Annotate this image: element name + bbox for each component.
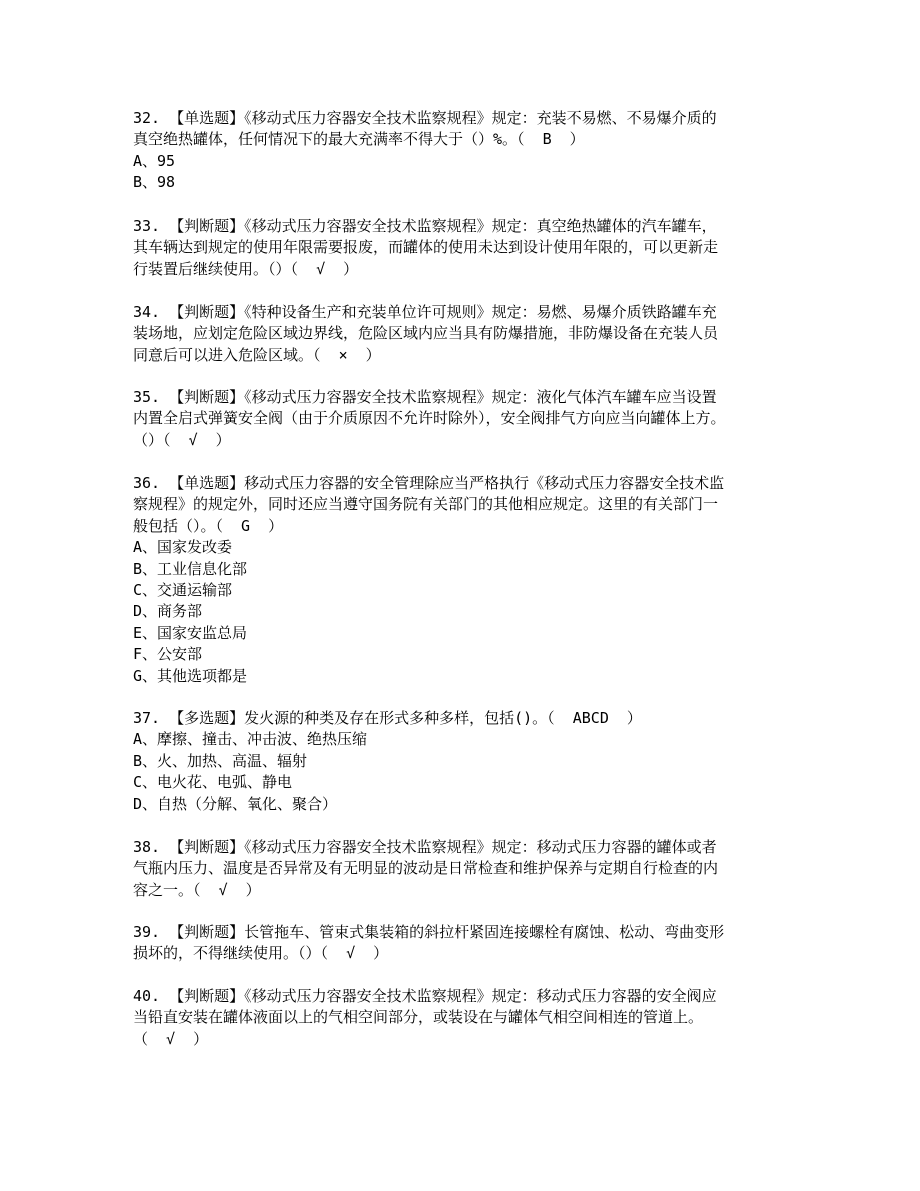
question-text-line: 其车辆达到规定的使用年限需要报废，而罐体的使用未达到设计使用年限的，可以更新走	[133, 238, 719, 257]
question-35	[133, 387, 793, 451]
option-b: B、工业信息化部	[133, 559, 248, 578]
option-a: A、国家发改委	[133, 538, 233, 557]
option-d: D、自热（分解、氧化、聚合）	[133, 794, 338, 813]
option-c: C、交通运输部	[133, 580, 233, 599]
option-d: D、商务部	[133, 602, 203, 621]
question-text-line: 35. 【判断题】《移动式压力容器安全技术监察规程》规定：液化气体汽车罐车应当设置	[133, 388, 717, 406]
question-text-line: 34. 【判断题】《特种设备生产和充装单位许可规则》规定：易燃、易爆介质铁路罐车充	[133, 303, 717, 321]
question-text-line: 内置全启式弹簧安全阀（由于介质原因不允许时除外），安全阀排气方向应当向罐体上方。	[133, 409, 726, 428]
question-text-line: 32. 【单选题】《移动式压力容器安全技术监察规程》规定：充装不易燃、不易爆介质的	[133, 109, 717, 127]
question-text-line: 36. 【单选题】移动式压力容器的安全管理除应当严格执行《移动式压力容器安全技术监	[133, 474, 725, 492]
question-text-line: 37. 【多选题】发火源的种类及存在形式多种多样，包括()。（ ABCD ）	[133, 709, 642, 727]
option-g: G、其他选项都是	[133, 666, 248, 685]
question-37	[133, 708, 793, 815]
question-32	[133, 108, 793, 194]
option-c: C、电火花、电弧、静电	[133, 773, 293, 792]
question-text-line: 38. 【判断题】《移动式压力容器安全技术监察规程》规定：移动式压力容器的罐体或者	[133, 838, 717, 856]
option-a: A、摩擦、撞击、冲击波、绝热压缩	[133, 730, 368, 749]
question-text-line: 当铅直安装在罐体液面以上的气相空间部分，或装设在与罐体气相空间相连的管道上。	[133, 1008, 704, 1027]
question-text-line: 39. 【判断题】长管拖车、管束式集装箱的斜拉杆紧固连接螺栓有腐蚀、松动、弯曲变形	[133, 923, 725, 941]
option-b: B、火、加热、高温、辐射	[133, 751, 308, 770]
question-text-line: 同意后可以进入危险区域。（ × ）	[133, 345, 381, 364]
question-text-line: 损坏的，不得继续使用。（）（ √ ）	[133, 944, 389, 963]
question-text-line: 容之一。（ √ ）	[133, 880, 261, 899]
question-text-line: （ √ ）	[133, 1029, 209, 1048]
question-36	[133, 473, 793, 687]
question-text-line: 般包括（）。（ G ）	[133, 516, 284, 535]
question-39	[133, 922, 793, 965]
question-text-line: 行装置后继续使用。（）（ √ ）	[133, 259, 359, 278]
option-b: B、98	[133, 173, 176, 192]
question-text-line: 察规程》的规定外，同时还应当遵守国务院有关部门的其他相应规定。这里的有关部门一	[133, 495, 719, 514]
question-text-line: （）（ √ ）	[133, 430, 231, 449]
question-text-line: 真空绝热罐体，任何情况下的最大充满率不得大于（）%。（ B ）	[133, 130, 585, 149]
question-40	[133, 986, 793, 1050]
question-text-line: 气瓶内压力、温度是否异常及有无明显的波动是日常检查和维护保养与定期自行检查的内	[133, 859, 719, 878]
option-e: E、国家安监总局	[133, 623, 248, 642]
question-38	[133, 837, 793, 901]
option-a: A、95	[133, 151, 176, 170]
question-33	[133, 216, 793, 280]
question-text-line: 装场地，应划定危险区域边界线，危险区域内应当具有防爆措施，非防爆设备在充装人员	[133, 324, 719, 343]
option-f: F、公安部	[133, 645, 203, 664]
question-text-line: 33. 【判断题】《移动式压力容器安全技术监察规程》规定：真空绝热罐体的汽车罐车，	[133, 217, 717, 235]
question-34	[133, 302, 793, 366]
question-text-line: 40. 【判断题】《移动式压力容器安全技术监察规程》规定：移动式压力容器的安全阀应	[133, 987, 717, 1005]
